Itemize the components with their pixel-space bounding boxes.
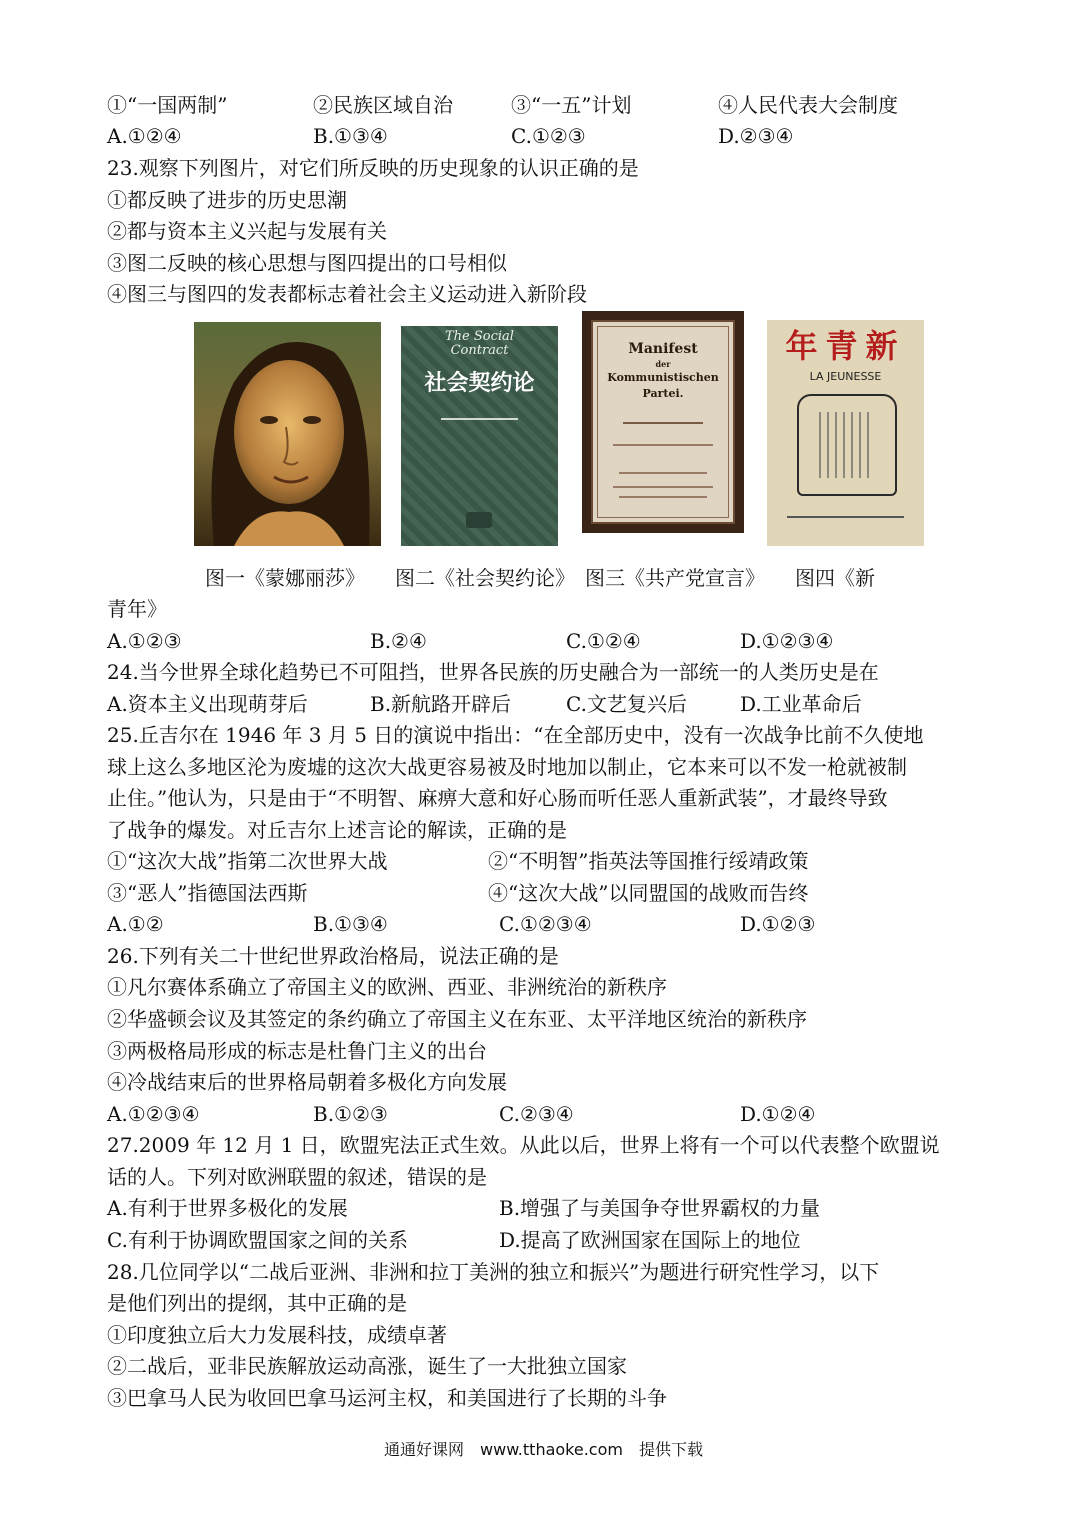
q24-option-a: A.资本主义出现萌芽后 <box>107 692 308 716</box>
q28-item: ②二战后，亚非民族解放运动高涨，诞生了一大批独立国家 <box>107 1354 627 1378</box>
q23-figure-captions: 图一《蒙娜丽莎》 图二《社会契约论》 图三《共产党宣言》 图四《新 <box>205 566 875 590</box>
fig2-divider <box>441 418 518 420</box>
q22-item-2: ②民族区域自治 <box>313 93 453 117</box>
q22-item-1: ①“一国两制” <box>107 93 228 117</box>
q27-option-b: B.增强了与美国争夺世界霸权的力量 <box>499 1196 821 1220</box>
q28-stem: 是他们列出的提纲，其中正确的是 <box>107 1291 407 1315</box>
figure-new-youth <box>767 320 924 546</box>
q22-item-3: ③“一五”计划 <box>511 93 632 117</box>
q23-option-c: C.①②④ <box>566 629 641 653</box>
q27-option-d: D.提高了欧洲国家在国际上的地位 <box>499 1228 801 1252</box>
q22-option-d: D.②③④ <box>718 124 794 148</box>
q26-item: ②华盛顿会议及其签定的条约确立了帝国主义在东亚、太平洋地区统治的新秩序 <box>107 1007 807 1031</box>
q27-option-a: A.有利于世界多极化的发展 <box>107 1196 348 1220</box>
fig2-english-title: Contract <box>450 343 509 358</box>
q22-item-4: ④人民代表大会制度 <box>718 93 898 117</box>
fig4-subtitle: LA JEUNESSE <box>809 370 882 383</box>
q27-stem: 话的人。下列对欧洲联盟的叙述，错误的是 <box>107 1165 487 1189</box>
figure-social-contract <box>401 326 558 546</box>
mona-lisa-image <box>194 322 381 546</box>
q23-item: ①都反映了进步的历史思潮 <box>107 188 347 212</box>
figure-communist-manifesto <box>582 311 744 533</box>
q26-option-d: D.①②④ <box>740 1102 816 1126</box>
q24-option-d: D.工业革命后 <box>740 692 862 716</box>
q22-option-c: C.①②③ <box>511 124 586 148</box>
q25-item: ①“这次大战”指第二次世界大战 <box>107 849 388 873</box>
q26-item: ③两极格局形成的标志是杜鲁门主义的出台 <box>107 1039 487 1063</box>
figure-mona-lisa <box>194 322 381 546</box>
q25-option-b: B.①③④ <box>313 912 388 936</box>
q25-stem: 25.丘吉尔在 1946 年 3 月 5 日的演说中指出：“在全部历史中，没有一次战争比前不久使地 <box>107 723 924 747</box>
q22-option-b: B.①③④ <box>313 124 388 148</box>
fig3-title-line: Partei. <box>642 387 684 400</box>
q27-option-c: C.有利于协调欧盟国家之间的关系 <box>107 1228 408 1252</box>
fig4-contents <box>819 412 875 478</box>
q23-option-a: A.①②③ <box>107 629 182 653</box>
q25-stem: 止住。”他认为，只是由于“不明智、麻痹大意和好心肠而听任恶人重新武装”，才最终导致 <box>107 786 888 810</box>
fig3-title-line: Kommunistischen <box>607 371 719 384</box>
q28-item: ①印度独立后大力发展科技，成绩卓著 <box>107 1323 447 1347</box>
q24-stem: 24.当今世界全球化趋势已不可阻挡，世界各民族的历史融合为一部统一的人类历史是在 <box>107 660 879 684</box>
fig3-title-line: Manifest <box>628 341 698 357</box>
q26-item: ④冷战结束后的世界格局朝着多极化方向发展 <box>107 1070 507 1094</box>
q25-option-c: C.①②③④ <box>499 912 592 936</box>
fig3-title-line: der <box>655 359 671 369</box>
page-footer: 通通好课网 www.tthaoke.com 提供下载 <box>384 1440 703 1459</box>
q26-stem: 26.下列有关二十世纪世界政治格局，说法正确的是 <box>107 944 559 968</box>
q23-figure-captions-cont: 青年》 <box>107 597 167 621</box>
fig4-footer-rule <box>787 516 904 518</box>
q26-option-b: B.①②③ <box>313 1102 388 1126</box>
q23-item: ③图二反映的核心思想与图四提出的口号相似 <box>107 251 507 275</box>
q23-stem: 23.观察下列图片，对它们所反映的历史现象的认识正确的是 <box>107 156 639 180</box>
q23-item: ④图三与图四的发表都标志着社会主义运动进入新阶段 <box>107 282 587 306</box>
q25-item: ④“这次大战”以同盟国的战败而告终 <box>488 881 809 905</box>
q28-item: ③巴拿马人民为收回巴拿马运河主权，和美国进行了长期的斗争 <box>107 1386 667 1410</box>
q23-option-b: B.②④ <box>370 629 427 653</box>
q27-stem: 27.2009 年 12 月 1 日，欧盟宪法正式生效。从此以后，世界上将有一个可以代表整个欧盟说 <box>107 1133 940 1157</box>
q23-option-d: D.①②③④ <box>740 629 834 653</box>
q26-option-a: A.①②③④ <box>107 1102 200 1126</box>
q26-item: ①凡尔赛体系确立了帝国主义的欧洲、西亚、非洲统治的新秩序 <box>107 975 667 999</box>
q25-item: ②“不明智”指英法等国推行绥靖政策 <box>488 849 809 873</box>
q22-option-a: A.①②④ <box>107 124 182 148</box>
q28-stem: 28.几位同学以“二战后亚洲、非洲和拉丁美洲的独立和振兴”为题进行研究性学习，以下 <box>107 1260 880 1284</box>
q26-option-c: C.②③④ <box>499 1102 574 1126</box>
fig4-title: 年青新 <box>785 327 906 365</box>
q25-stem: 了战争的爆发。对丘吉尔上述言论的解读，正确的是 <box>107 818 567 842</box>
fig2-publisher-logo <box>466 512 492 528</box>
q25-option-a: A.①② <box>107 912 164 936</box>
q25-stem: 球上这么多地区沦为废墟的这次大战更容易被及时地加以制止，它本来可以不发一枪就被制 <box>107 755 907 779</box>
q25-item: ③“恶人”指德国法西斯 <box>107 881 308 905</box>
fig2-english-title: The Social <box>445 329 514 344</box>
q25-option-d: D.①②③ <box>740 912 816 936</box>
q24-option-b: B.新航路开辟后 <box>370 692 512 716</box>
q24-option-c: C.文艺复兴后 <box>566 692 687 716</box>
q23-item: ②都与资本主义兴起与发展有关 <box>107 219 387 243</box>
fig2-chinese-title: 社会契约论 <box>424 370 535 396</box>
